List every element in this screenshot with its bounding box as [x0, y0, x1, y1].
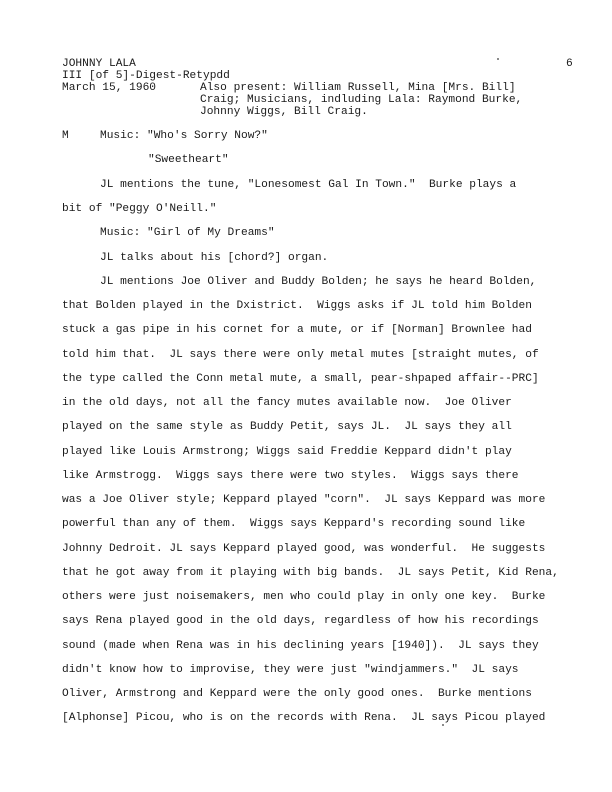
music-entry-3: Music: "Girl of My Dreams" — [100, 227, 275, 239]
body-line: sound (made when Rena was in his declining years [1940]). JL says they — [62, 640, 539, 652]
paragraph-1-line-2: bit of "Peggy O'Neill." — [62, 203, 217, 215]
body-line: played like Louis Armstrong; Wiggs said Freddie Keppard didn't play — [62, 446, 512, 458]
reel-info: III [of 5]-Digest-Retypdd — [62, 70, 230, 82]
body-line: that he got away from it playing with big bands. JL says Petit, Kid Rena, — [62, 567, 559, 579]
body-line: powerful than any of them. Wiggs says Keppard's recording sound like — [62, 518, 526, 530]
body-line: [Alphonse] Picou, who is on the records with Rena. JL says Picou played — [62, 712, 546, 724]
also-present-line-2: Craig; Musicians, indluding Lala: Raymond Burke, — [200, 94, 523, 106]
body-line: JL mentions Joe Oliver and Buddy Bolden; he says he heard Bolden, — [100, 276, 537, 288]
body-line: was a Joe Oliver style; Keppard played "corn". JL says Keppard was more — [62, 494, 546, 506]
scan-speck — [442, 724, 444, 726]
page-number: 6 — [566, 58, 573, 70]
body-line: others were just noisemakers, men who could play in only one key. Burke — [62, 591, 546, 603]
body-line: that Bolden played in the Dxistrict. Wiggs asks if JL told him Bolden — [62, 300, 532, 312]
body-line: played on the same style as Buddy Petit, says JL. JL says they all — [62, 421, 512, 433]
paragraph-1-line-1: JL mentions the tune, "Lonesomest Gal In Town." Burke plays a — [100, 179, 517, 191]
body-line: says Rena played good in the old days, regardless of how his recordings — [62, 615, 539, 627]
also-present-line-1: Also present: William Russell, Mina [Mrs. Bill] — [200, 82, 516, 94]
body-line: told him that. JL says there were only metal mutes [straight mutes, of — [62, 349, 539, 361]
body-line: the type called the Conn metal mute, a small, pear-shpaped affair--PRC] — [62, 373, 539, 385]
interviewee-name: JOHNNY LALA — [62, 58, 136, 70]
body-line: Oliver, Armstrong and Keppard were the only good ones. Burke mentions — [62, 688, 532, 700]
also-present-line-3: Johnny Wiggs, Bill Craig. — [200, 106, 368, 118]
interview-date: March 15, 1960 — [62, 82, 156, 94]
speaker-label: M — [62, 130, 69, 142]
body-line: Johnny Dedroit. JL says Keppard played good, was wonderful. He suggests — [62, 543, 546, 555]
paragraph-2: JL talks about his [chord?] organ. — [100, 252, 329, 264]
scan-speck — [497, 58, 499, 60]
body-line: in the old days, not all the fancy mutes available now. Joe Oliver — [62, 397, 512, 409]
body-line: like Armstrogg. Wiggs says there were two styles. Wiggs says there — [62, 470, 519, 482]
music-entry-2: "Sweetheart" — [148, 154, 229, 166]
music-entry-1: Music: "Who's Sorry Now?" — [100, 130, 268, 142]
body-line: didn't know how to improvise, they were just "windjammers." JL says — [62, 664, 519, 676]
body-line: stuck a gas pipe in his cornet for a mute, or if [Norman] Brownlee had — [62, 324, 532, 336]
